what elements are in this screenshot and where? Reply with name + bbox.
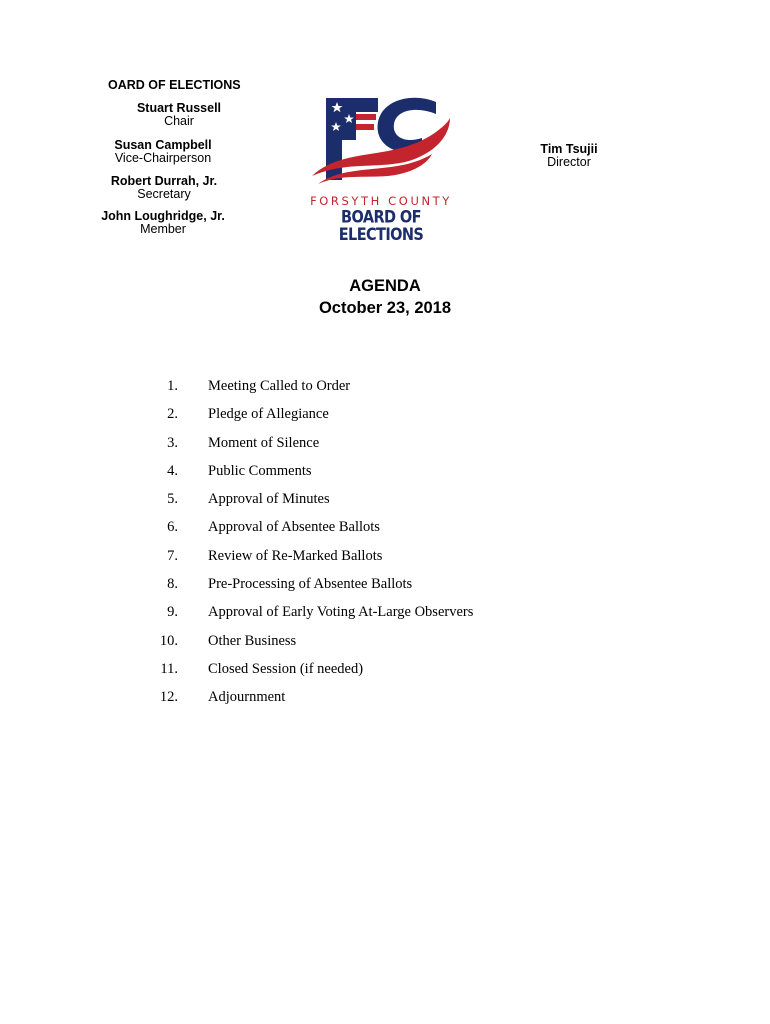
agenda-item — [140, 404, 620, 432]
agenda-item — [140, 489, 620, 517]
agenda-item — [140, 517, 620, 545]
member-block-vice-chair — [63, 139, 263, 165]
member-block-secretary — [64, 175, 264, 201]
agenda-item-text: Approval of Absentee Ballots — [208, 519, 380, 536]
agenda-item-number: 5. — [167, 491, 178, 508]
director-block — [509, 143, 629, 169]
agenda-item-text: Public Comments — [208, 462, 312, 479]
member-block-chair — [79, 102, 279, 128]
board-heading: OARD OF ELECTIONS — [108, 78, 241, 92]
member-name: Stuart Russell — [136, 101, 222, 115]
agenda-item-text: Moment of Silence — [208, 434, 320, 451]
agenda-item-text: Approval of Early Voting At-Large Observers — [208, 604, 474, 621]
agenda-item-text: Review of Re-Marked Ballots — [208, 547, 383, 564]
agenda-item-number: 7. — [167, 547, 178, 564]
director-name: Tim Tsujii — [540, 142, 598, 156]
member-name: Robert Durrah, Jr. — [110, 174, 218, 188]
member-role: Vice-Chairperson — [114, 151, 212, 165]
agenda-item — [140, 461, 620, 489]
agenda-item-text: Other Business — [208, 632, 297, 649]
agenda-item — [140, 546, 620, 574]
director-role: Director — [547, 155, 591, 169]
agenda-date: October 23, 2018 — [318, 299, 452, 317]
agenda-item-number: 1. — [167, 378, 178, 394]
agenda-item — [140, 659, 620, 687]
agenda-item-number: 4. — [167, 462, 178, 479]
member-name: John Loughridge, Jr. — [101, 209, 225, 223]
member-name: Susan Campbell — [114, 138, 212, 152]
agenda-item-number: 11. — [160, 660, 178, 677]
agenda-item-number: 3. — [167, 434, 178, 451]
agenda-item — [140, 687, 620, 715]
agenda-item-number: 2. — [167, 406, 178, 423]
logo-board-text: BOARD OF ELECTIONS — [338, 208, 424, 245]
agenda-item-number: 9. — [167, 604, 178, 621]
agenda-item-text: Adjournment — [208, 689, 286, 706]
agenda-item-text: Meeting Called to Order — [208, 378, 351, 394]
agenda-item-number: 6. — [167, 519, 178, 536]
logo-county-text: FORSYTH COUNTY — [310, 194, 452, 208]
agenda-title: AGENDA — [349, 277, 421, 295]
member-block-member — [63, 210, 263, 236]
agenda-item — [140, 574, 620, 602]
agenda-item-number: 12. — [159, 689, 178, 706]
agenda-item — [140, 433, 620, 461]
agenda-item-text: Closed Session (if needed) — [208, 660, 364, 677]
member-role: Secretary — [137, 187, 191, 201]
agenda-item — [140, 376, 620, 404]
agenda-item-text: Pledge of Allegiance — [208, 406, 329, 423]
agenda-item-text: Pre-Processing of Absentee Ballots — [208, 576, 413, 593]
agenda-item-number: 8. — [167, 576, 178, 593]
agenda-item-number: 10. — [159, 632, 178, 649]
agenda-item — [140, 602, 620, 630]
agenda-item — [140, 631, 620, 659]
member-role: Member — [140, 222, 186, 236]
member-role: Chair — [164, 114, 194, 128]
agenda-list — [140, 376, 620, 716]
agenda-item-text: Approval of Minutes — [208, 491, 330, 508]
